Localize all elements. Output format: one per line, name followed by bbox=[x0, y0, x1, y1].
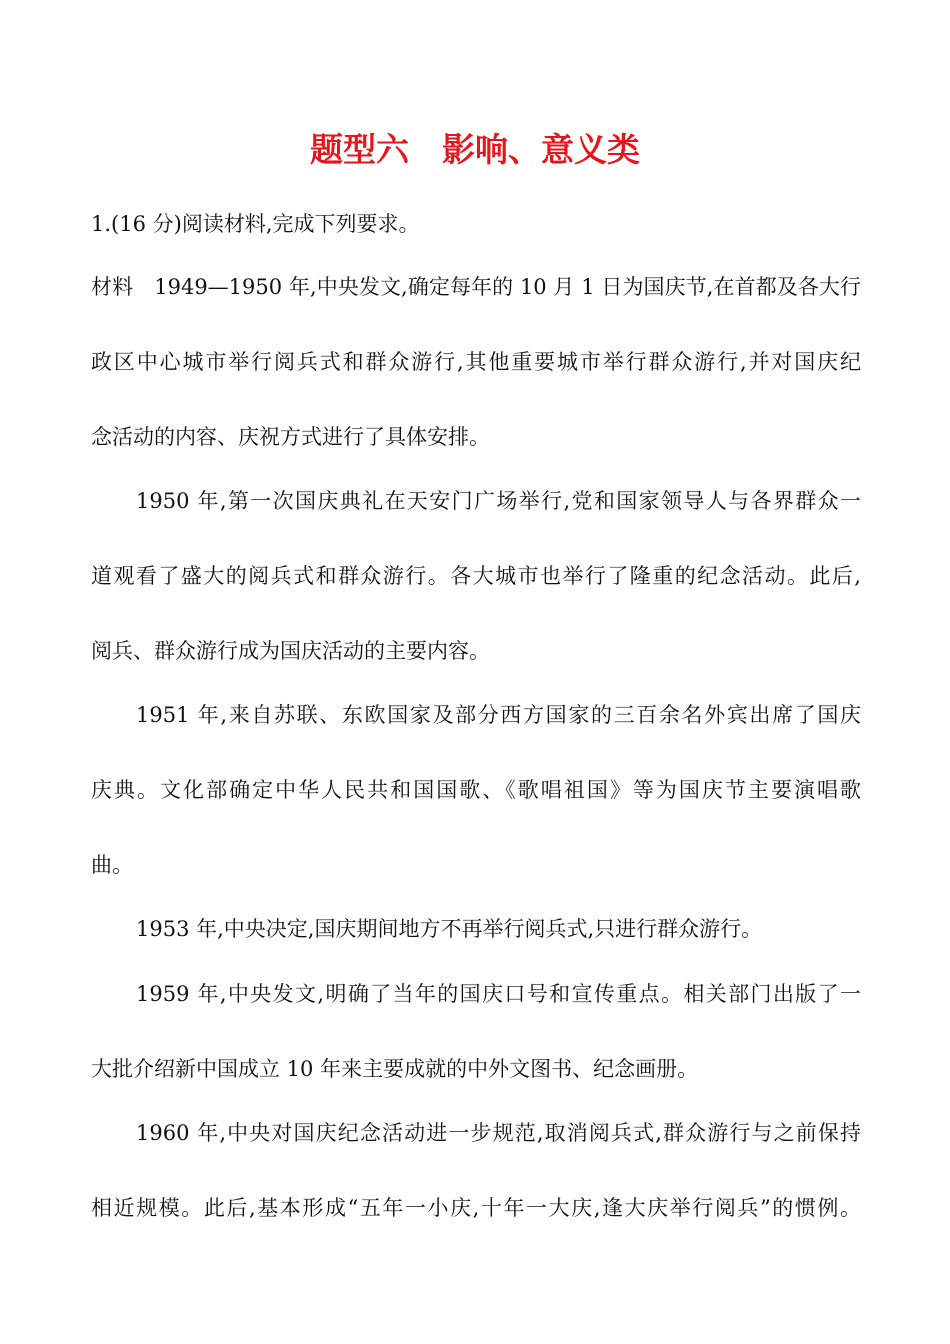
material-line: 道观看了盛大的阅兵式和群众游行。各大城市也举行了隆重的纪念活动。此后, bbox=[91, 564, 861, 588]
material-line: 政区中心城市举行阅兵式和群众游行,其他重要城市举行群众游行,并对国庆纪 bbox=[91, 350, 861, 374]
material-line: 念活动的内容、庆祝方式进行了具体安排。 bbox=[91, 425, 490, 449]
material-line: 阅兵、群众游行成为国庆活动的主要内容。 bbox=[91, 639, 490, 663]
material-line: 1960 年,中央对国庆纪念活动进一步规范,取消阅兵式,群众游行与之前保持 bbox=[136, 1121, 861, 1145]
material-line: 相近规模。此后,基本形成“五年一小庆,十年一大庆,逢大庆举行阅兵”的惯例。 bbox=[91, 1196, 861, 1220]
material-line: 大批介绍新中国成立 10 年来主要成就的中外文图书、纪念画册。 bbox=[91, 1057, 699, 1081]
page-title: 题型六 影响、意义类 bbox=[310, 130, 640, 169]
material-line: 1950 年,第一次国庆典礼在天安门广场举行,党和国家领导人与各界群众一 bbox=[136, 489, 861, 513]
material-line: 1951 年,来自苏联、东欧国家及部分西方国家的三百余名外宾出席了国庆 bbox=[136, 703, 861, 727]
material-line: 庆典。文化部确定中华人民共和国国歌、《歌唱祖国》等为国庆节主要演唱歌 bbox=[91, 778, 861, 802]
question-prompt: 1.(16 分)阅读材料,完成下列要求。 bbox=[91, 212, 420, 236]
material-line: 1953 年,中央决定,国庆期间地方不再举行阅兵式,只进行群众游行。 bbox=[136, 917, 763, 941]
material-line: 曲。 bbox=[91, 853, 133, 877]
material-line: 材料 1949—1950 年,中央发文,确定每年的 10 月 1 日为国庆节,在首都及各大行 bbox=[91, 275, 861, 299]
material-line: 1959 年,中央发文,明确了当年的国庆口号和宣传重点。相关部门出版了一 bbox=[136, 982, 861, 1006]
